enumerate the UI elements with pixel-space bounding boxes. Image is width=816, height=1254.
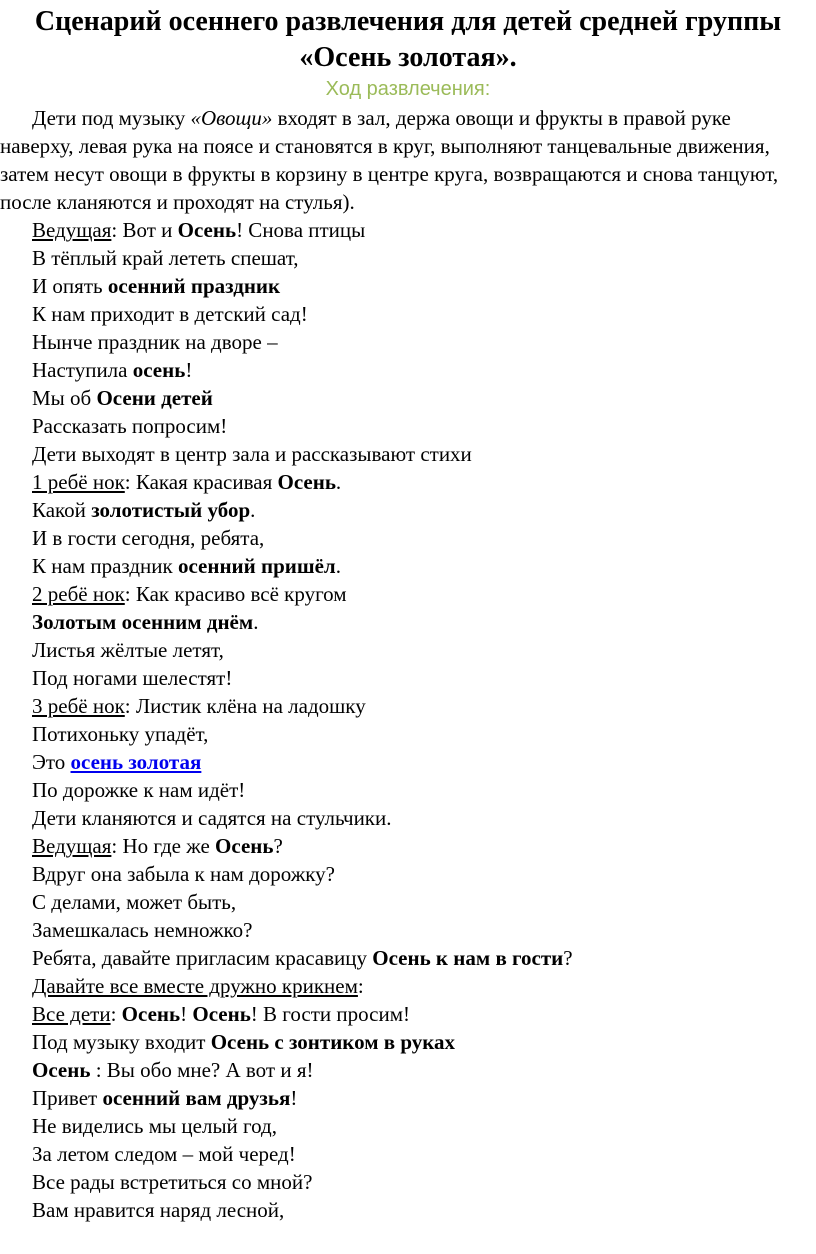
script-line — [0, 720, 816, 748]
script-line — [0, 580, 816, 608]
line-text: Ребята, давайте пригласим красавицу — [32, 946, 373, 970]
line-text: : — [357, 974, 364, 998]
script-line — [0, 804, 816, 832]
line-text: : Вы обо мне? А вот и я! — [90, 1058, 314, 1082]
line-text: : Как красиво всё кругом — [124, 582, 347, 606]
script-line — [0, 944, 816, 972]
section-subtitle: Ход развлечения: — [325, 78, 491, 100]
line-text: : — [110, 1002, 122, 1026]
script-line — [0, 1056, 816, 1084]
line-text: Листья жёлтые летят, — [32, 638, 224, 662]
bold-text: Осень — [277, 470, 336, 494]
script-line — [0, 776, 816, 804]
speaker-label: 2 ребё нок — [32, 582, 125, 606]
script-line — [0, 1168, 816, 1196]
bold-text: золотистый убор — [91, 498, 251, 522]
bold-text: Осень — [192, 1002, 251, 1026]
speaker-label: 1 ребё нок — [32, 470, 125, 494]
script-line — [0, 832, 816, 860]
script-line — [0, 328, 816, 356]
script-line — [0, 636, 816, 664]
script-line — [0, 1084, 816, 1112]
bold-text: Осень — [177, 218, 237, 242]
line-text: По дорожке к нам идёт! — [32, 778, 246, 802]
script-line — [0, 384, 816, 412]
bold-text: осень — [132, 358, 186, 382]
line-text: ! — [180, 1002, 193, 1026]
script-line — [0, 1196, 816, 1224]
speaker-label: Ведущая — [32, 218, 112, 242]
intro-text-end: входят в зал, держа овощи и фрукты в правой руке наверху, левая рука на поясе и становятся в круг, выполняют танцевальные движения, затем несут овощи в фрукты в корзину в центре круга, возвращаются и снова танцуют, после кланяются и проходят на стулья). — [0, 106, 779, 214]
line-text: И опять — [32, 274, 108, 298]
script-line — [0, 300, 816, 328]
bold-text: Осень с зонтиком в руках — [210, 1030, 456, 1054]
line-text: Дети кланяются и садятся на стульчики. — [32, 806, 392, 830]
line-text: С делами, может быть, — [32, 890, 237, 914]
script-line — [0, 972, 816, 1000]
document-title: Сценарий осеннего развлечения для детей средней группы «Осень золотая». — [34, 6, 782, 73]
line-text: . — [335, 554, 341, 578]
line-text: Наступила — [32, 358, 133, 382]
script-line — [0, 1140, 816, 1168]
script-line — [0, 692, 816, 720]
line-text: За летом следом – мой черед! — [32, 1142, 296, 1166]
line-text: . — [250, 498, 256, 522]
bold-text: осенний вам друзья — [102, 1086, 291, 1110]
speaker-label: Ведущая — [32, 834, 112, 858]
script-line — [0, 748, 816, 776]
line-text: Это — [32, 750, 71, 774]
line-text: Под музыку входит — [32, 1030, 211, 1054]
script-line — [0, 1000, 816, 1028]
speaker-label: Все дети — [32, 1002, 111, 1026]
line-text: : Вот и — [111, 218, 178, 242]
script-line — [0, 608, 816, 636]
line-text: Вам нравится наряд лесной, — [32, 1198, 285, 1222]
line-text: Нынче праздник на дворе – — [32, 330, 278, 354]
line-text: Привет — [32, 1086, 103, 1110]
bold-text: Золотым осенним днём — [32, 610, 254, 634]
bold-text: Осень — [215, 834, 274, 858]
line-text: К нам праздник — [32, 554, 178, 578]
script-line — [0, 524, 816, 552]
line-text: Какой — [32, 498, 92, 522]
line-text: Вдруг она забыла к нам дорожку? — [32, 862, 335, 886]
bold-text: Осень — [32, 1058, 91, 1082]
script-line — [0, 888, 816, 916]
bold-text: осенний праздник — [107, 274, 281, 298]
intro-text-start: Дети под музыку — [32, 106, 191, 130]
bold-text: осенний пришёл — [177, 554, 336, 578]
line-text: Не виделись мы целый год, — [32, 1114, 277, 1138]
line-text: Все рады встретиться со мной? — [32, 1170, 313, 1194]
line-text: ! — [185, 358, 193, 382]
script-lines — [0, 216, 816, 1224]
line-text: ! В гости просим! — [250, 1002, 410, 1026]
script-line — [0, 356, 816, 384]
script-line — [0, 440, 816, 468]
autumn-link[interactable]: осень золотая — [70, 750, 202, 774]
line-text: Рассказать попросим! — [32, 414, 228, 438]
script-line — [0, 216, 816, 244]
line-text: : Какая красивая — [124, 470, 278, 494]
bold-text: Осень к нам в гости — [372, 946, 564, 970]
script-line — [0, 244, 816, 272]
line-text: Замешкалась немножко? — [32, 918, 253, 942]
script-line — [0, 552, 816, 580]
script-line — [0, 496, 816, 524]
script-line — [0, 1112, 816, 1140]
line-text: ? — [273, 834, 283, 858]
line-text: В тёплый край лететь спешат, — [32, 246, 299, 270]
line-text: И в гости сегодня, ребята, — [32, 526, 265, 550]
line-text: Мы об — [32, 386, 97, 410]
line-text: Потихоньку упадёт, — [32, 722, 209, 746]
line-text: . — [335, 470, 342, 494]
bold-text: Осени детей — [96, 386, 213, 410]
script-line — [0, 1028, 816, 1056]
line-text: : Но где же — [111, 834, 216, 858]
line-text: ! Снова птицы — [236, 218, 366, 242]
script-line — [0, 468, 816, 496]
line-text: ? — [563, 946, 573, 970]
line-text: К нам приходит в детский сад! — [32, 302, 308, 326]
script-line — [0, 916, 816, 944]
script-line — [0, 664, 816, 692]
bold-text: Осень — [121, 1002, 181, 1026]
line-text: Под ногами шелестят! — [32, 666, 233, 690]
line-text: : Листик клёна на ладошку — [124, 694, 366, 718]
line-text: ! — [290, 1086, 298, 1110]
script-line — [0, 860, 816, 888]
script-line — [0, 272, 816, 300]
intro-paragraph — [0, 104, 800, 216]
script-line — [0, 412, 816, 440]
line-text: Дети выходят в центр зала и рассказывают стихи — [32, 442, 472, 466]
speaker-label: Давайте все вместе дружно крикнем — [32, 974, 358, 998]
line-text: . — [253, 610, 259, 634]
speaker-label: 3 ребё нок — [32, 694, 125, 718]
music-title: «Овощи» — [190, 106, 273, 130]
